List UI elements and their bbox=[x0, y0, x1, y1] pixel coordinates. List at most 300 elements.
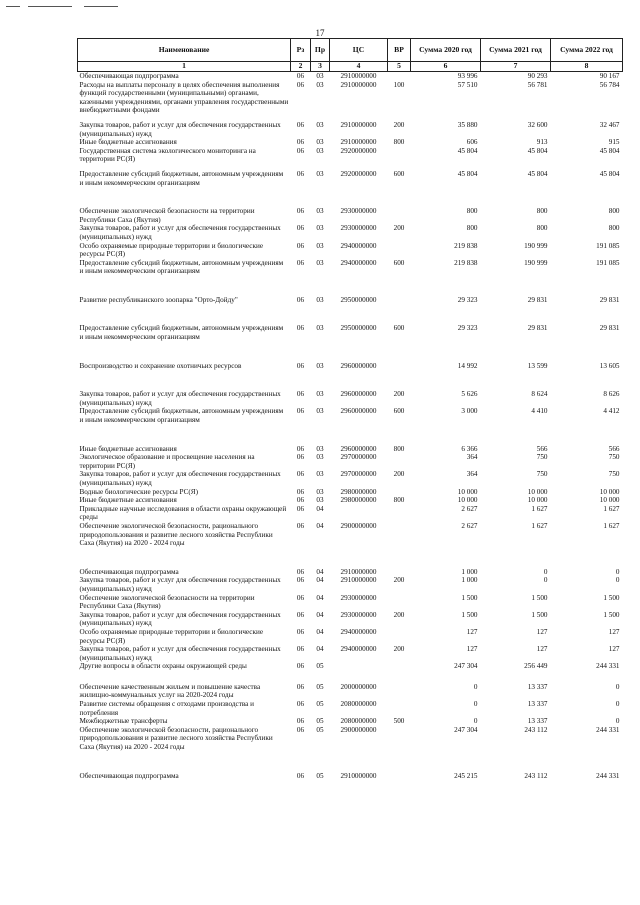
row-sum-2021: 8 624 bbox=[531, 390, 548, 399]
row-rz: 06 bbox=[296, 771, 305, 780]
row-pr: 03 bbox=[316, 207, 324, 216]
table-row bbox=[78, 362, 623, 371]
row-vr: 200 bbox=[393, 645, 405, 654]
table-row bbox=[78, 170, 623, 187]
row-cs: 2910000000 bbox=[340, 567, 377, 576]
row-pr: 03 bbox=[316, 120, 324, 129]
table-row bbox=[78, 121, 623, 138]
header-sum-2020: Сумма 2020 год bbox=[411, 39, 481, 62]
row-vr: 600 bbox=[393, 169, 405, 178]
row-pr: 03 bbox=[316, 390, 324, 399]
row-name: Межбюджетные трансферты bbox=[79, 717, 168, 726]
row-vr bbox=[388, 488, 411, 497]
row-sum-2020: 45 804 bbox=[457, 169, 478, 178]
row-cs: 2080000000 bbox=[340, 717, 377, 726]
row-vr: 500 bbox=[393, 717, 405, 726]
row-cs: 2000000000 bbox=[340, 682, 377, 691]
row-name: Иные бюджетные ассигнования bbox=[79, 444, 177, 453]
row-name: Иные бюджетные ассигнования bbox=[79, 138, 177, 147]
row-pr: 04 bbox=[316, 567, 324, 576]
row-cs: 2910000000 bbox=[340, 72, 377, 80]
row-name: Предоставление субсидий бюджетным, автономным учреждениям и иным некоммерческим организациям bbox=[79, 324, 284, 342]
row-name: Развитие республиканского зоопарка "Орто-Дойду" bbox=[79, 295, 238, 304]
row-pr: 04 bbox=[316, 593, 324, 602]
row-vr bbox=[388, 453, 411, 470]
header-sum-2021: Сумма 2021 год bbox=[481, 39, 551, 62]
row-pr: 03 bbox=[316, 146, 324, 155]
table-header-row bbox=[78, 39, 623, 62]
header-rz: Рз bbox=[291, 39, 311, 62]
row-sum-2022: 915 bbox=[608, 138, 620, 147]
table-row bbox=[78, 224, 623, 241]
row-cs: 2910000000 bbox=[340, 120, 377, 129]
row-cs: 2940000000 bbox=[340, 645, 377, 654]
table-row bbox=[78, 576, 623, 593]
row-sum-2021: 190 999 bbox=[524, 258, 548, 267]
header-cs: ЦС bbox=[330, 39, 388, 62]
row-rz: 06 bbox=[296, 700, 305, 709]
row-vr: 600 bbox=[393, 324, 405, 333]
row-sum-2021: 13 337 bbox=[527, 700, 548, 709]
row-rz: 06 bbox=[296, 324, 305, 333]
row-cs bbox=[330, 662, 388, 671]
row-sum-2022: 1 500 bbox=[603, 593, 620, 602]
row-sum-2020: 6 366 bbox=[461, 444, 478, 453]
row-vr bbox=[388, 726, 411, 752]
row-name: Экологическое образование и просвещение населения на территории РС(Я) bbox=[79, 453, 255, 470]
row-rz: 06 bbox=[296, 627, 305, 636]
row-vr bbox=[388, 362, 411, 371]
row-sum-2021: 1 627 bbox=[531, 521, 548, 530]
row-sum-2022: 750 bbox=[608, 453, 620, 462]
table-row bbox=[78, 407, 623, 424]
row-sum-2022: 127 bbox=[608, 645, 620, 654]
row-rz: 06 bbox=[296, 645, 305, 654]
row-pr: 03 bbox=[316, 72, 324, 80]
table-row bbox=[78, 138, 623, 147]
row-name: Закупка товаров, работ и услуг для обеспечения государственных (муниципальных) нужд bbox=[79, 120, 281, 138]
row-rz: 06 bbox=[296, 390, 305, 399]
row-pr: 03 bbox=[316, 453, 324, 462]
row-rz: 06 bbox=[296, 725, 305, 734]
row-pr: 03 bbox=[316, 169, 324, 178]
row-pr: 03 bbox=[316, 295, 324, 304]
row-sum-2020: 29 323 bbox=[457, 295, 478, 304]
row-sum-2020: 10 000 bbox=[457, 487, 478, 496]
row-sum-2021: 750 bbox=[536, 453, 548, 462]
row-vr: 200 bbox=[393, 120, 405, 129]
row-sum-2022: 1 500 bbox=[603, 610, 620, 619]
row-name: Развитие системы обращения с отходами производства и потребления bbox=[79, 700, 254, 717]
column-number: 5 bbox=[388, 62, 411, 72]
row-rz: 06 bbox=[296, 207, 305, 216]
row-sum-2021: 913 bbox=[536, 138, 548, 147]
row-sum-2021: 1 627 bbox=[531, 504, 548, 513]
table-row bbox=[78, 296, 623, 305]
row-cs: 2930000000 bbox=[340, 224, 377, 233]
row-pr: 04 bbox=[316, 610, 324, 619]
row-vr bbox=[388, 207, 411, 224]
row-cs: 2910000000 bbox=[340, 771, 377, 780]
table-row bbox=[78, 645, 623, 662]
row-cs: 2940000000 bbox=[340, 241, 377, 250]
row-pr: 05 bbox=[316, 682, 324, 691]
row-vr bbox=[388, 296, 411, 305]
row-rz: 06 bbox=[296, 470, 305, 479]
column-number: 1 bbox=[78, 62, 291, 72]
row-vr: 800 bbox=[393, 138, 405, 147]
row-rz: 06 bbox=[296, 521, 305, 530]
row-vr: 200 bbox=[393, 224, 405, 233]
row-vr: 200 bbox=[393, 576, 405, 585]
row-sum-2020: 0 bbox=[473, 717, 478, 726]
row-cs: 2960000000 bbox=[340, 407, 377, 416]
row-vr: 600 bbox=[393, 258, 405, 267]
row-sum-2021: 800 bbox=[536, 207, 548, 216]
row-name: Обеспечение экологической безопасности на территории Республики Саха (Якутия) bbox=[79, 593, 255, 611]
row-sum-2020: 5 626 bbox=[461, 390, 478, 399]
row-rz: 06 bbox=[296, 258, 305, 267]
row-rz: 06 bbox=[296, 717, 305, 726]
row-sum-2022: 800 bbox=[608, 224, 620, 233]
row-rz: 06 bbox=[296, 241, 305, 250]
row-sum-2022: 191 085 bbox=[596, 258, 620, 267]
row-vr bbox=[388, 505, 411, 522]
row-cs bbox=[330, 505, 388, 522]
row-sum-2022: 244 331 bbox=[596, 725, 620, 734]
row-sum-2021: 45 804 bbox=[527, 169, 548, 178]
row-sum-2020: 2 627 bbox=[461, 521, 478, 530]
row-sum-2021: 45 804 bbox=[527, 146, 548, 155]
row-pr: 03 bbox=[316, 80, 324, 89]
row-sum-2021: 566 bbox=[536, 444, 548, 453]
row-rz: 06 bbox=[296, 593, 305, 602]
row-name: Обеспечение экологической безопасности на территории Республики Саха (Якутия) bbox=[79, 207, 255, 224]
row-vr: 200 bbox=[393, 470, 405, 479]
table-row bbox=[78, 488, 623, 497]
row-pr: 04 bbox=[316, 627, 324, 636]
table-row bbox=[78, 505, 623, 522]
row-pr: 04 bbox=[316, 576, 324, 585]
row-sum-2020: 364 bbox=[466, 453, 478, 462]
row-sum-2022: 45 804 bbox=[599, 146, 620, 155]
row-pr: 05 bbox=[316, 771, 324, 780]
row-sum-2022: 29 831 bbox=[599, 324, 620, 333]
row-pr: 03 bbox=[316, 324, 324, 333]
row-pr: 04 bbox=[316, 645, 324, 654]
row-sum-2020: 364 bbox=[466, 470, 478, 479]
row-sum-2021: 29 831 bbox=[527, 324, 548, 333]
row-cs: 2940000000 bbox=[340, 627, 377, 636]
row-name: Закупка товаров, работ и услуг для обеспечения государственных (муниципальных) нужд bbox=[79, 610, 281, 628]
row-sum-2021: 0 bbox=[543, 567, 548, 576]
row-sum-2020: 127 bbox=[466, 645, 478, 654]
row-pr: 03 bbox=[316, 224, 324, 233]
row-sum-2021: 190 999 bbox=[524, 241, 548, 250]
row-rz: 06 bbox=[296, 496, 305, 505]
row-pr: 03 bbox=[316, 407, 324, 416]
row-sum-2021: 750 bbox=[536, 470, 548, 479]
row-pr: 03 bbox=[316, 487, 324, 496]
row-pr: 05 bbox=[316, 717, 324, 726]
row-vr: 100 bbox=[393, 80, 405, 89]
table-row bbox=[78, 594, 623, 611]
row-name: Иные бюджетные ассигнования bbox=[79, 496, 177, 505]
row-rz: 06 bbox=[296, 504, 305, 513]
row-sum-2022: 8 626 bbox=[603, 390, 620, 399]
row-sum-2021: 13 337 bbox=[527, 682, 548, 691]
row-name: Закупка товаров, работ и услуг для обеспечения государственных (муниципальных) нужд bbox=[79, 470, 281, 487]
row-pr: 03 bbox=[316, 444, 324, 453]
row-cs: 2910000000 bbox=[340, 80, 377, 89]
row-cs: 2900000000 bbox=[340, 521, 377, 530]
row-sum-2020: 10 000 bbox=[457, 496, 478, 505]
row-sum-2022: 750 bbox=[608, 470, 620, 479]
column-number-row bbox=[78, 62, 623, 72]
row-cs: 2910000000 bbox=[340, 138, 377, 147]
row-name: Водные биологические ресурсы РС(Я) bbox=[79, 487, 198, 496]
row-rz: 06 bbox=[296, 407, 305, 416]
row-cs: 2900000000 bbox=[340, 725, 377, 734]
row-vr bbox=[388, 568, 411, 577]
row-sum-2021: 13 337 bbox=[527, 717, 548, 726]
row-sum-2022: 566 bbox=[608, 444, 620, 453]
table-row bbox=[78, 453, 623, 470]
row-vr bbox=[388, 683, 411, 700]
table-row bbox=[78, 72, 623, 81]
row-sum-2022: 0 bbox=[615, 576, 620, 585]
row-name: Обеспечивающая подпрограмма bbox=[79, 771, 179, 780]
row-name: Прикладные научные исследования в области охраны окружающей среды bbox=[79, 504, 287, 522]
row-rz: 06 bbox=[296, 682, 305, 691]
row-sum-2022: 10 000 bbox=[599, 487, 620, 496]
scan-marks bbox=[6, 4, 126, 10]
column-number: 8 bbox=[551, 62, 623, 72]
row-sum-2022: 1 627 bbox=[603, 521, 620, 530]
table-row bbox=[78, 259, 623, 276]
row-vr bbox=[388, 700, 411, 717]
row-rz: 06 bbox=[296, 120, 305, 129]
row-sum-2022: 45 804 bbox=[599, 169, 620, 178]
row-sum-2022: 4 412 bbox=[603, 407, 620, 416]
row-sum-2020: 14 992 bbox=[457, 361, 478, 370]
row-pr: 05 bbox=[316, 662, 324, 671]
row-sum-2020: 3 000 bbox=[461, 407, 478, 416]
row-sum-2022: 191 085 bbox=[596, 241, 620, 250]
row-name: Другие вопросы в области охраны окружающей среды bbox=[79, 662, 247, 671]
row-sum-2020: 219 838 bbox=[454, 241, 478, 250]
row-pr: 03 bbox=[316, 138, 324, 147]
row-sum-2020: 219 838 bbox=[454, 258, 478, 267]
row-vr bbox=[388, 522, 411, 548]
row-cs: 2970000000 bbox=[340, 453, 377, 462]
row-sum-2021: 29 831 bbox=[527, 295, 548, 304]
row-cs: 2970000000 bbox=[340, 470, 377, 479]
row-vr bbox=[388, 242, 411, 259]
row-name: Обеспечивающая подпрограмма bbox=[79, 72, 179, 80]
row-pr: 03 bbox=[316, 470, 324, 479]
row-name: Обеспечение экологической безопасности, рационального природопользования и развитие лесного хозяйства Республики Саха (Якутия) на 2020 - 2024 годы bbox=[79, 725, 273, 752]
page-number: 17 bbox=[315, 28, 325, 38]
row-sum-2021: 1 500 bbox=[531, 593, 548, 602]
row-sum-2021: 127 bbox=[536, 645, 548, 654]
row-sum-2021: 32 600 bbox=[527, 120, 548, 129]
row-sum-2020: 1 500 bbox=[461, 610, 478, 619]
row-cs: 2960000000 bbox=[340, 390, 377, 399]
row-vr bbox=[388, 772, 411, 781]
row-sum-2020: 29 323 bbox=[457, 324, 478, 333]
row-vr: 200 bbox=[393, 390, 405, 399]
table-row bbox=[78, 683, 623, 700]
row-pr: 05 bbox=[316, 700, 324, 709]
row-rz: 06 bbox=[296, 80, 305, 89]
row-sum-2020: 45 804 bbox=[457, 146, 478, 155]
row-rz: 06 bbox=[296, 610, 305, 619]
table-row bbox=[78, 772, 623, 781]
row-sum-2021: 243 112 bbox=[524, 771, 548, 780]
row-cs: 2930000000 bbox=[340, 593, 377, 602]
row-cs: 2980000000 bbox=[340, 496, 377, 505]
column-number: 6 bbox=[411, 62, 481, 72]
row-sum-2022: 127 bbox=[608, 627, 620, 636]
row-sum-2022: 90 167 bbox=[599, 72, 620, 80]
row-sum-2022: 244 331 bbox=[596, 771, 620, 780]
row-rz: 06 bbox=[296, 361, 305, 370]
row-rz: 06 bbox=[296, 138, 305, 147]
row-sum-2021: 1 500 bbox=[531, 610, 548, 619]
row-cs: 2960000000 bbox=[340, 444, 377, 453]
row-rz: 06 bbox=[296, 169, 305, 178]
row-pr: 04 bbox=[316, 504, 324, 513]
row-sum-2022: 13 605 bbox=[599, 361, 620, 370]
column-number: 4 bbox=[330, 62, 388, 72]
row-name: Предоставление субсидий бюджетным, автономным учреждениям и иным некоммерческим организациям bbox=[79, 169, 284, 187]
row-name: Предоставление субсидий бюджетным, автономным учреждениям и иным некоммерческим организациям bbox=[79, 258, 284, 276]
row-sum-2022: 0 bbox=[615, 682, 620, 691]
row-sum-2022: 32 467 bbox=[599, 120, 620, 129]
row-sum-2021: 10 000 bbox=[527, 496, 548, 505]
row-pr: 05 bbox=[316, 725, 324, 734]
row-name: Закупка товаров, работ и услуг для обеспечения государственных (муниципальных) нужд bbox=[79, 576, 281, 593]
row-name: Особо охраняемые природные территории и биологические ресурсы РС(Я) bbox=[79, 627, 264, 645]
row-vr bbox=[388, 147, 411, 164]
row-name: Воспроизводство и сохранение охотничьих ресурсов bbox=[79, 361, 242, 370]
column-number: 2 bbox=[291, 62, 311, 72]
row-sum-2022: 244 331 bbox=[596, 662, 620, 671]
row-sum-2021: 127 bbox=[536, 627, 548, 636]
row-cs: 2980000000 bbox=[340, 487, 377, 496]
row-sum-2020: 1 000 bbox=[461, 576, 478, 585]
table-row bbox=[78, 662, 623, 671]
column-number: 3 bbox=[311, 62, 330, 72]
row-sum-2022: 1 627 bbox=[603, 504, 620, 513]
row-sum-2020: 0 bbox=[473, 682, 478, 691]
row-sum-2022: 0 bbox=[615, 717, 620, 726]
row-sum-2020: 247 304 bbox=[454, 725, 478, 734]
table-row bbox=[78, 496, 623, 505]
row-cs: 2920000000 bbox=[340, 169, 377, 178]
row-sum-2021: 256 449 bbox=[524, 662, 548, 671]
header-pr: Пр bbox=[311, 39, 330, 62]
row-pr: 03 bbox=[316, 361, 324, 370]
row-name: Закупка товаров, работ и услуг для обеспечения государственных (муниципальных) нужд bbox=[79, 645, 281, 662]
row-name: Закупка товаров, работ и услуг для обеспечения государственных (муниципальных) нужд bbox=[79, 390, 281, 407]
row-name: Особо охраняемые природные территории и биологические ресурсы РС(Я) bbox=[79, 241, 264, 259]
table-row bbox=[78, 611, 623, 628]
row-rz: 06 bbox=[296, 444, 305, 453]
row-sum-2020: 2 627 bbox=[461, 504, 478, 513]
row-name: Предоставление субсидий бюджетным, автономным учреждениям и иным некоммерческим организациям bbox=[79, 407, 284, 425]
row-pr: 03 bbox=[316, 496, 324, 505]
row-sum-2020: 0 bbox=[473, 700, 478, 709]
row-cs: 2950000000 bbox=[340, 295, 377, 304]
row-sum-2021: 800 bbox=[536, 224, 548, 233]
row-rz: 06 bbox=[296, 295, 305, 304]
column-number: 7 bbox=[481, 62, 551, 72]
row-sum-2021: 243 112 bbox=[524, 725, 548, 734]
header-name: Наименование bbox=[78, 39, 291, 62]
row-sum-2021: 90 293 bbox=[527, 72, 548, 80]
row-sum-2022: 800 bbox=[608, 207, 620, 216]
row-vr: 600 bbox=[393, 407, 405, 416]
table-row bbox=[78, 207, 623, 224]
row-cs: 2940000000 bbox=[340, 258, 377, 267]
row-sum-2022: 0 bbox=[615, 567, 620, 576]
row-sum-2020: 127 bbox=[466, 627, 478, 636]
row-rz: 06 bbox=[296, 146, 305, 155]
row-cs: 2920000000 bbox=[340, 146, 377, 155]
table-row bbox=[78, 445, 623, 454]
row-vr bbox=[388, 628, 411, 645]
row-sum-2021: 13 599 bbox=[527, 361, 548, 370]
row-cs: 2930000000 bbox=[340, 610, 377, 619]
row-sum-2022: 10 000 bbox=[599, 496, 620, 505]
row-sum-2020: 1 500 bbox=[461, 593, 478, 602]
row-cs: 2950000000 bbox=[340, 324, 377, 333]
row-cs: 2910000000 bbox=[340, 576, 377, 585]
table-row bbox=[78, 81, 623, 115]
row-rz: 06 bbox=[296, 567, 305, 576]
row-rz: 06 bbox=[296, 453, 305, 462]
row-pr: 04 bbox=[316, 521, 324, 530]
row-vr bbox=[388, 594, 411, 611]
table-row bbox=[78, 147, 623, 164]
row-sum-2022: 0 bbox=[615, 700, 620, 709]
row-rz: 06 bbox=[296, 662, 305, 671]
row-sum-2020: 93 996 bbox=[457, 72, 478, 80]
row-cs: 2960000000 bbox=[340, 361, 377, 370]
row-rz: 06 bbox=[296, 576, 305, 585]
row-sum-2021: 0 bbox=[543, 576, 548, 585]
table-row bbox=[78, 726, 623, 752]
row-sum-2020: 247 304 bbox=[454, 662, 478, 671]
row-vr: 200 bbox=[393, 610, 405, 619]
row-vr: 800 bbox=[393, 496, 405, 505]
table-row bbox=[78, 522, 623, 548]
table-row bbox=[78, 700, 623, 717]
table-row bbox=[78, 568, 623, 577]
row-sum-2020: 1 000 bbox=[461, 567, 478, 576]
row-name: Обеспечение качественным жильем и повышение качества жилищно-коммунальных услуг на 2020-2024 годы bbox=[79, 682, 261, 700]
row-name: Закупка товаров, работ и услуг для обеспечения государственных (муниципальных) нужд bbox=[79, 224, 281, 241]
row-sum-2022: 29 831 bbox=[599, 295, 620, 304]
row-vr: 800 bbox=[393, 444, 405, 453]
row-rz: 06 bbox=[296, 487, 305, 496]
table-row bbox=[78, 242, 623, 259]
header-sum-2022: Сумма 2022 год bbox=[551, 39, 623, 62]
budget-table bbox=[77, 38, 623, 780]
row-cs: 2080000000 bbox=[340, 700, 377, 709]
